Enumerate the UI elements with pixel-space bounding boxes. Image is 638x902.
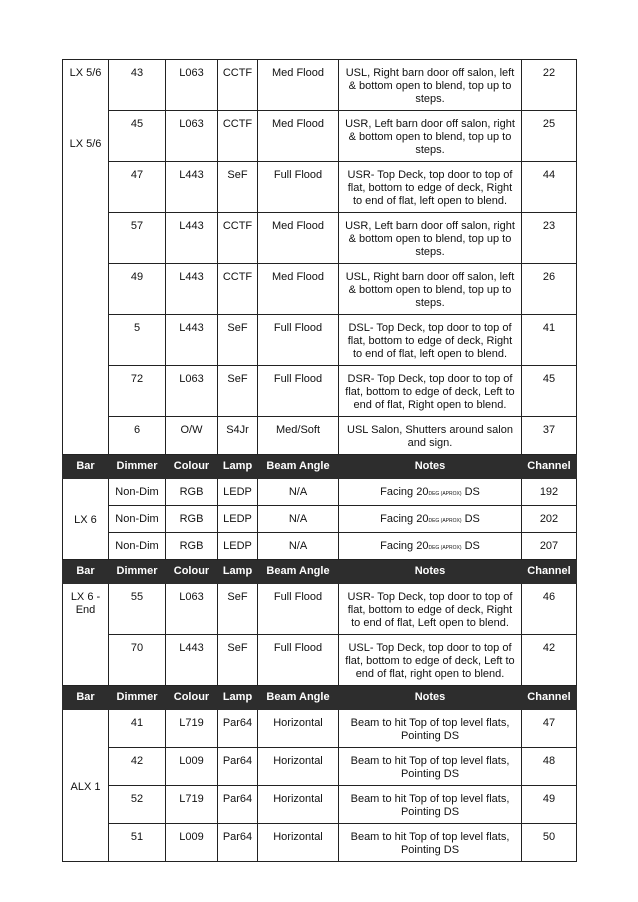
table-row	[63, 366, 577, 417]
header-lamp: Lamp	[218, 686, 258, 710]
header-beam-angle: Beam Angle	[258, 686, 339, 710]
beam-angle-cell: Med/Soft	[258, 417, 339, 455]
channel-cell: 22	[522, 60, 577, 111]
lamp-cell: Par64	[218, 786, 258, 824]
beam-angle-cell: N/A	[258, 506, 339, 533]
header-lx6	[63, 455, 577, 479]
notes-cell: USL Salon, Shutters around salon and sign.	[339, 417, 522, 455]
header-notes: Notes	[339, 686, 522, 710]
header-row	[63, 560, 577, 584]
dimmer-cell: 43	[109, 60, 166, 111]
colour-cell: L063	[166, 366, 218, 417]
dimmer-cell: 72	[109, 366, 166, 417]
table-row	[63, 162, 577, 213]
lamp-cell: SeF	[218, 162, 258, 213]
table-row	[63, 213, 577, 264]
lamp-cell: Par64	[218, 710, 258, 748]
section-lx56	[63, 60, 577, 455]
notes-cell: Beam to hit Top of top level flats, Pointing DS	[339, 710, 522, 748]
colour-cell: L443	[166, 162, 218, 213]
dimmer-cell: 55	[109, 584, 166, 635]
beam-angle-cell: Full Flood	[258, 584, 339, 635]
beam-angle-cell: Med Flood	[258, 213, 339, 264]
notes-text: DS	[461, 486, 480, 498]
channel-cell: 202	[522, 506, 577, 533]
channel-cell: 45	[522, 366, 577, 417]
beam-angle-cell: Full Flood	[258, 366, 339, 417]
channel-cell: 41	[522, 315, 577, 366]
channel-cell: 26	[522, 264, 577, 315]
table-row	[63, 710, 577, 748]
colour-cell: RGB	[166, 533, 218, 560]
header-channel: Channel	[522, 560, 577, 584]
notes-cell	[339, 506, 522, 533]
bar-cell: LX 6 - End	[63, 584, 109, 686]
header-colour: Colour	[166, 455, 218, 479]
notes-text: Facing 20	[380, 513, 429, 525]
notes-cell: Beam to hit Top of top level flats, Pointing DS	[339, 786, 522, 824]
lamp-cell: CCTF	[218, 111, 258, 162]
beam-angle-cell: Horizontal	[258, 824, 339, 862]
header-colour: Colour	[166, 686, 218, 710]
beam-angle-cell: Horizontal	[258, 786, 339, 824]
notes-cell: USR, Left barn door off salon, right & bottom open to blend, top up to steps.	[339, 213, 522, 264]
colour-cell: L443	[166, 264, 218, 315]
bar-cell: LX 6	[63, 479, 109, 560]
channel-cell: 44	[522, 162, 577, 213]
header-beam-angle: Beam Angle	[258, 560, 339, 584]
header-bar: Bar	[63, 686, 109, 710]
dimmer-cell: Non-Dim	[109, 533, 166, 560]
channel-cell: 48	[522, 748, 577, 786]
colour-cell: L009	[166, 748, 218, 786]
bar-cell: ALX 1	[63, 710, 109, 862]
table-row	[63, 533, 577, 560]
notes-text: Facing 20	[380, 540, 429, 552]
dimmer-cell: 41	[109, 710, 166, 748]
header-alx1	[63, 686, 577, 710]
notes-text: DS	[461, 513, 480, 525]
colour-cell: L063	[166, 60, 218, 111]
colour-cell: L719	[166, 710, 218, 748]
lamp-cell: SeF	[218, 366, 258, 417]
channel-cell: 50	[522, 824, 577, 862]
bar-label: LX 5/6	[69, 138, 102, 150]
lamp-cell: CCTF	[218, 60, 258, 111]
notes-subscript: DEG (APROX)	[428, 518, 462, 524]
lamp-cell: SeF	[218, 315, 258, 366]
colour-cell: L443	[166, 635, 218, 686]
table-row	[63, 584, 577, 635]
table-row	[63, 786, 577, 824]
dimmer-cell: 52	[109, 786, 166, 824]
beam-angle-cell: Med Flood	[258, 264, 339, 315]
header-channel: Channel	[522, 686, 577, 710]
table-row	[63, 748, 577, 786]
beam-angle-cell: Med Flood	[258, 111, 339, 162]
channel-cell: 207	[522, 533, 577, 560]
header-dimmer: Dimmer	[109, 560, 166, 584]
channel-cell: 192	[522, 479, 577, 506]
dimmer-cell: 51	[109, 824, 166, 862]
notes-cell: DSR- Top Deck, top door to top of flat, bottom to edge of deck, Left to end of flat, Right open to blend.	[339, 366, 522, 417]
channel-cell: 46	[522, 584, 577, 635]
lighting-schedule-table	[62, 59, 577, 862]
channel-cell: 49	[522, 786, 577, 824]
lamp-cell: LEDP	[218, 533, 258, 560]
beam-angle-cell: N/A	[258, 479, 339, 506]
header-beam-angle: Beam Angle	[258, 455, 339, 479]
colour-cell: L443	[166, 315, 218, 366]
beam-angle-cell: Full Flood	[258, 315, 339, 366]
lamp-cell: S4Jr	[218, 417, 258, 455]
dimmer-cell: 49	[109, 264, 166, 315]
table-row	[63, 635, 577, 686]
bar-label: LX 5/6	[69, 67, 102, 79]
dimmer-cell: Non-Dim	[109, 479, 166, 506]
table-row	[63, 479, 577, 506]
table-row	[63, 315, 577, 366]
lamp-cell: LEDP	[218, 506, 258, 533]
colour-cell: L063	[166, 111, 218, 162]
table-row	[63, 824, 577, 862]
dimmer-cell: 42	[109, 748, 166, 786]
notes-text: Facing 20	[380, 486, 429, 498]
beam-angle-cell: Horizontal	[258, 748, 339, 786]
lamp-cell: CCTF	[218, 264, 258, 315]
dimmer-cell: 70	[109, 635, 166, 686]
dimmer-cell: 5	[109, 315, 166, 366]
notes-cell: USR- Top Deck, top door to top of flat, bottom to edge of deck, Right to end of flat, Left open to blend.	[339, 584, 522, 635]
notes-cell: USR, Left barn door off salon, right & bottom open to blend, top up to steps.	[339, 111, 522, 162]
beam-angle-cell: Med Flood	[258, 60, 339, 111]
notes-cell: USL, Right barn door off salon, left & bottom open to blend, top up to steps.	[339, 60, 522, 111]
lamp-cell: SeF	[218, 635, 258, 686]
notes-cell: USL- Top Deck, top door to top of flat, bottom to edge of deck, Left to end of flat, right open to blend.	[339, 635, 522, 686]
header-bar: Bar	[63, 455, 109, 479]
notes-cell: Beam to hit Top of top level flats, Pointing DS	[339, 824, 522, 862]
header-dimmer: Dimmer	[109, 455, 166, 479]
header-bar: Bar	[63, 560, 109, 584]
table-row	[63, 417, 577, 455]
channel-cell: 23	[522, 213, 577, 264]
lamp-cell: SeF	[218, 584, 258, 635]
dimmer-cell: Non-Dim	[109, 506, 166, 533]
dimmer-cell: 6	[109, 417, 166, 455]
table-row	[63, 60, 577, 111]
channel-cell: 47	[522, 710, 577, 748]
notes-cell	[339, 533, 522, 560]
header-row	[63, 455, 577, 479]
header-notes: Notes	[339, 560, 522, 584]
section-alx1	[63, 710, 577, 862]
colour-cell: O/W	[166, 417, 218, 455]
header-notes: Notes	[339, 455, 522, 479]
beam-angle-cell: Full Flood	[258, 162, 339, 213]
colour-cell: L009	[166, 824, 218, 862]
section-lx6	[63, 479, 577, 560]
header-lamp: Lamp	[218, 560, 258, 584]
lamp-cell: Par64	[218, 824, 258, 862]
notes-text: DS	[461, 540, 480, 552]
colour-cell: RGB	[166, 506, 218, 533]
lamp-cell: CCTF	[218, 213, 258, 264]
notes-cell: USL, Right barn door off salon, left & bottom open to blend, top up to steps.	[339, 264, 522, 315]
colour-cell: L719	[166, 786, 218, 824]
header-lx6-end	[63, 560, 577, 584]
channel-cell: 25	[522, 111, 577, 162]
notes-cell: USR- Top Deck, top door to top of flat, bottom to edge of deck, Right to end of flat, left open to blend.	[339, 162, 522, 213]
dimmer-cell: 57	[109, 213, 166, 264]
notes-subscript: DEG (APROX)	[428, 491, 462, 497]
colour-cell: L443	[166, 213, 218, 264]
lamp-cell: LEDP	[218, 479, 258, 506]
notes-cell	[339, 479, 522, 506]
colour-cell: L063	[166, 584, 218, 635]
header-row	[63, 686, 577, 710]
section-lx6-end	[63, 584, 577, 686]
notes-subscript: DEG (APROX)	[428, 545, 462, 551]
dimmer-cell: 47	[109, 162, 166, 213]
colour-cell: RGB	[166, 479, 218, 506]
notes-cell: DSL- Top Deck, top door to top of flat, bottom to edge of deck, Right to end of flat, left open to blend.	[339, 315, 522, 366]
notes-cell: Beam to hit Top of top level flats, Pointing DS	[339, 748, 522, 786]
bar-cell	[63, 60, 109, 455]
beam-angle-cell: Full Flood	[258, 635, 339, 686]
dimmer-cell: 45	[109, 111, 166, 162]
header-colour: Colour	[166, 560, 218, 584]
beam-angle-cell: Horizontal	[258, 710, 339, 748]
table-row	[63, 506, 577, 533]
header-lamp: Lamp	[218, 455, 258, 479]
channel-cell: 42	[522, 635, 577, 686]
table-row	[63, 264, 577, 315]
header-dimmer: Dimmer	[109, 686, 166, 710]
header-channel: Channel	[522, 455, 577, 479]
lamp-cell: Par64	[218, 748, 258, 786]
table-row	[63, 111, 577, 162]
channel-cell: 37	[522, 417, 577, 455]
beam-angle-cell: N/A	[258, 533, 339, 560]
